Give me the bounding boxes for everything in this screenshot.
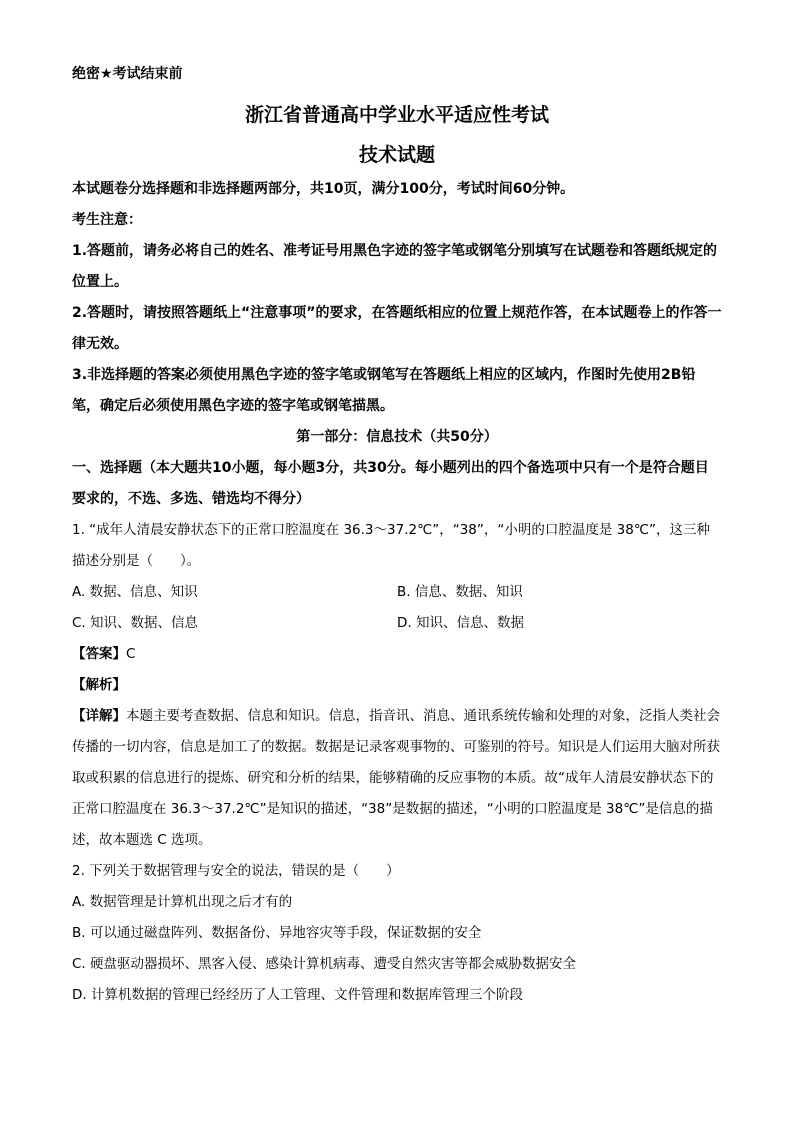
q1-options-row-1	[72, 577, 722, 608]
q2-option-d: D. 计算机数据的管理已经经历了人工管理、文件管理和数据库管理三个阶段	[72, 987, 523, 1003]
q1-analysis	[72, 670, 722, 701]
q1-stem: 1. “成年人清晨安静状态下的正常口腔温度在 36.3～37.2℃”，“38”，“小明的口腔温度是 38℃”，这三种描述分别是（ ）。	[72, 522, 711, 569]
exam-subtitle: 技术试题	[358, 144, 435, 166]
instruction-item-2: 2.答题时，请按照答题纸上“注意事项”的要求，在答题纸相应的位置上规范作答，在本试题卷上的作答一律无效。	[72, 305, 722, 352]
detail-text: 本题主要考查数据、信息和知识。信息，指音讯、消息、通讯系统传输和处理的对象，泛指人类社会传播的一切内容，信息是加工了的数据。数据是记录客观事物的、可鉴别的符号。知识是人们运用大脑对所获取或积累的信息进行的提炼、研究和分析的结果，能够精确的反应事物的本质。故“成年人清晨安静状态下的正常口腔温度在 36.3～37.2℃”是知识的描述，“38”是数据的描述，“小明的口腔温度是 38℃”是信息的描述，故本题选 C 选项。	[72, 708, 720, 848]
q2-option-c: C. 硬盘驱动器损坏、黑客入侵、感染计算机病毒、遭受自然灾害等都会威胁数据安全	[72, 956, 577, 972]
q1-answer	[72, 639, 722, 670]
analysis-label: 【解析】	[72, 677, 126, 693]
q1-option-b: B. 信息、数据、知识	[397, 584, 523, 600]
exam-intro: 本试题卷分选择题和非选择题两部分，共10页，满分100分，考试时间60分钟。	[72, 181, 575, 197]
q2-option-a: A. 数据管理是计算机出现之后才有的	[72, 894, 293, 910]
confidential-mark: 绝密★考试结束前	[72, 66, 183, 82]
exam-page	[72, 62, 722, 1011]
notice-heading: 考生注意：	[72, 212, 142, 228]
q2-option-b: B. 可以通过磁盘阵列、数据备份、异地容灾等手段，保证数据的安全	[72, 925, 482, 941]
part1-heading: 第一部分：信息技术（共50分）	[296, 429, 498, 445]
instruction-item-3: 3.非选择题的答案必须使用黑色字迹的签字笔或钢笔写在答题纸上相应的区域内，作图时先使用2B铅笔，确定后必须使用黑色字迹的签字笔或钢笔描黑。	[72, 367, 696, 414]
q1-options-row-2	[72, 608, 722, 639]
q1-detail	[72, 701, 722, 856]
instruction-item-1: 1.答题前，请务必将自己的姓名、准考证号用黑色字迹的签字笔或钢笔分别填写在试题卷和答题纸规定的位置上。	[72, 243, 718, 290]
exam-title: 浙江省普通高中学业水平适应性考试	[244, 104, 549, 126]
q2-stem: 2. 下列关于数据管理与安全的说法，错误的是（ ）	[72, 863, 400, 879]
q1-option-c: C. 知识、数据、信息	[72, 615, 199, 631]
q1-option-d: D. 知识、信息、数据	[397, 615, 524, 631]
section-heading: 一、选择题（本大题共10小题，每小题3分，共30分。每小题列出的四个备选项中只有一个是符合题目要求的，不选、多选、错选均不得分）	[72, 460, 709, 507]
q1-option-a: A. 数据、信息、知识	[72, 584, 198, 600]
answer-label: 【答案】	[72, 646, 126, 662]
answer-value: C	[126, 646, 136, 662]
detail-label: 【详解】	[72, 708, 126, 724]
